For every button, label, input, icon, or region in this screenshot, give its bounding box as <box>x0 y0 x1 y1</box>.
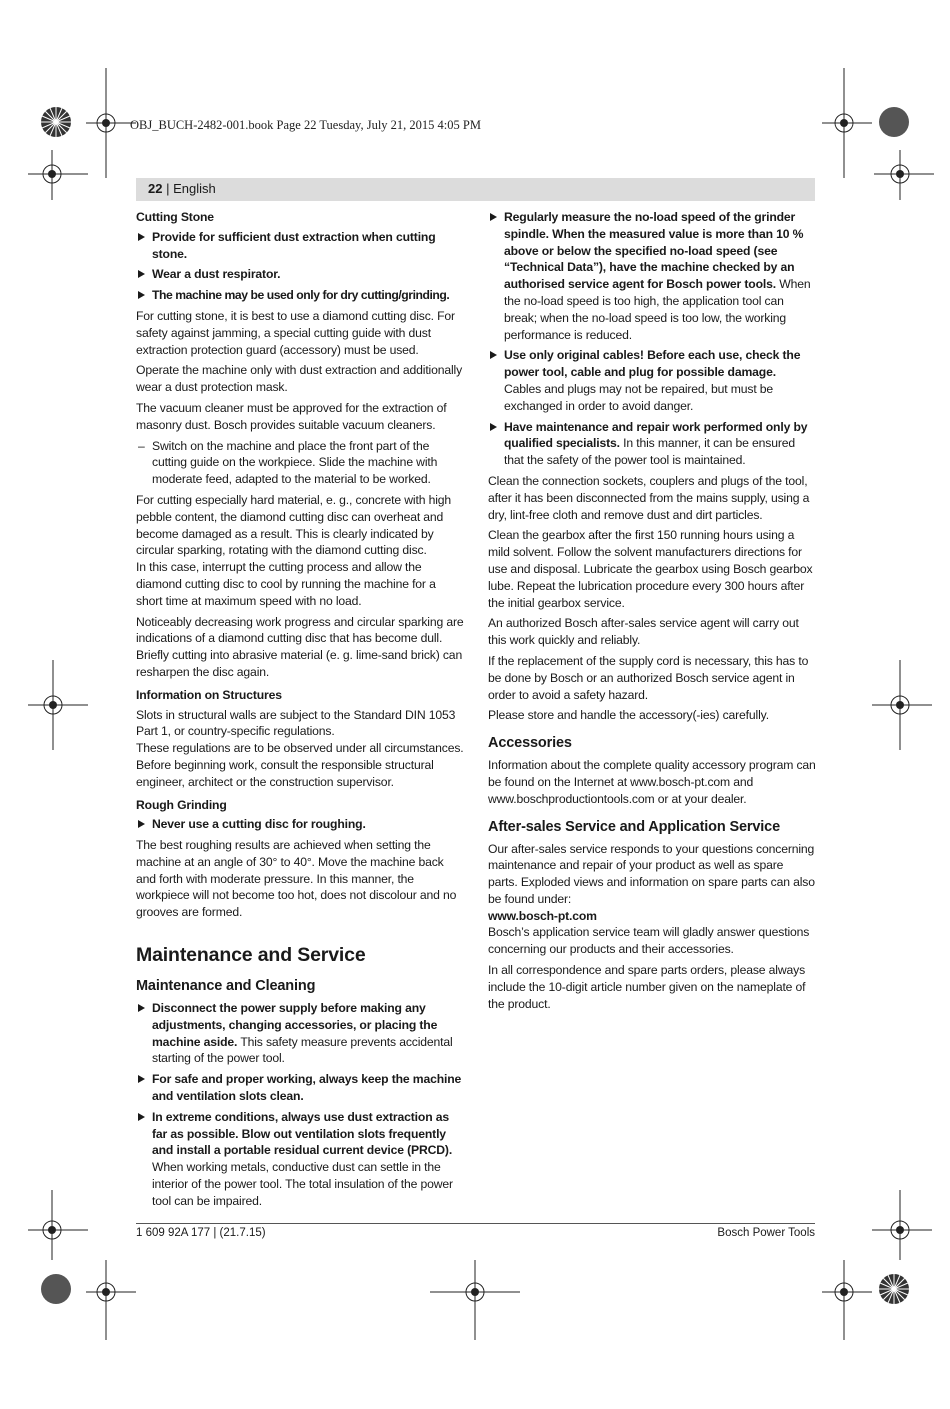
paragraph: Operate the machine only with dust extraction and additionally wear a dust protection mask. <box>136 363 463 395</box>
paragraph: Clean the connection sockets, couplers and plugs of the tool, after it has been disconnected from the mains supply, using a dry, lint-free cloth and remove dust and dirt particles. <box>488 473 810 522</box>
paragraph: Please store and handle the accessory(-ies) carefully. <box>488 708 769 723</box>
header-language: English <box>173 181 216 196</box>
paragraph: Our after-sales service responds to your questions concerning maintenance and repair of your product as well as spare parts. Exploded views and information on spare parts can also be found under: <box>488 841 815 906</box>
crosshair-mark-mid-left <box>28 660 88 750</box>
heading-cutting-stone: Cutting Stone <box>136 210 214 224</box>
crosshair-mark-bottom-side-right <box>872 1190 932 1260</box>
crosshair-mark-top-left <box>86 68 136 178</box>
registration-mark-top-right <box>876 100 912 144</box>
footer-rule <box>136 1223 815 1224</box>
heading-after-sales: After-sales Service and Application Service <box>488 818 780 835</box>
paragraph: In all correspondence and spare parts orders, please always include the 10-digit article number given on the nameplate of the product. <box>488 963 806 1011</box>
bullet-item: Use only original cables! Before each use, check the power tool, cable and plug for possible damage. Cables and plugs may not be repaired, but must be exchanged in order to avoid danger. <box>488 347 816 414</box>
heading-rough-grinding: Rough Grinding <box>136 797 227 812</box>
footer-brand: Bosch Power Tools <box>717 1227 815 1239</box>
bullet-item: Provide for sufficient dust extraction when cutting stone. <box>136 229 464 263</box>
bullet-item: Disconnect the power supply before making any adjustments, changing accessories, or placing the machine aside. This safety measure prevents accidental starting of the power tool. <box>136 1000 464 1067</box>
paragraph: In this case, interrupt the cutting process and allow the diamond cutting disc to cool by running the machine for a short time at maximum speed with no load. <box>136 560 436 608</box>
bullet-item: Never use a cutting disc for roughing. <box>136 816 464 833</box>
header-separator: | <box>162 181 174 196</box>
crosshair-mark-bottom-side-left <box>28 1190 88 1260</box>
paragraph: Noticeably decreasing work progress and circular sparking are indications of a diamond cutting disc that has become dull. Briefly cutting into abrasive material (e. g. lime-sand brick) can resharpen the disc again. <box>136 614 464 679</box>
paragraph: The best roughing results are achieved when setting the machine at an angle of 30° to 40°. Move the machine back and forth with moderate pressure. In this manner, the workpiece will not become too hot, does not discolour and no grooves are formed. <box>136 838 457 920</box>
bullet-item: Have maintenance and repair work performed only by qualified specialists. In this manner, it can be ensured that the safety of the power tool is maintained. <box>488 419 816 469</box>
heading-accessories: Accessories <box>488 735 572 752</box>
crosshair-mark-bottom-left <box>86 1260 136 1340</box>
bullet-item: For safe and proper working, always keep the machine and ventilation slots clean. <box>136 1071 464 1105</box>
crosshair-mark-bottom-right <box>822 1260 872 1340</box>
paragraph: If the replacement of the supply cord is necessary, this has to be done by Bosch or an authorized Bosch service agent in order to avoid a safety hazard. <box>488 653 809 702</box>
bullet-item: Regularly measure the no-load speed of the grinder spindle. When the measured value is more than 10 % above or below the specified no-load speed (see “Technical Data”), have the machine checked by an authorised service agent for Bosch power tools. When the no-load speed is too high, the application tool can break; when the no-load speed is too low, the working performance is reduced. <box>488 209 816 343</box>
bullet-item: Wear a dust respirator. <box>136 266 464 283</box>
paragraph: Clean the gearbox after the first 150 running hours using a mild solvent. Follow the solvent manufacturers directions for use and disposal. Lubricate the gearbox using Bosch gearbox lube. Repeat the lubrication procedure every 300 hours after the initial gearbox service. <box>488 528 813 610</box>
service-url: www.bosch-pt.com <box>488 908 597 923</box>
subsection-title-cleaning: Maintenance and Cleaning <box>136 978 316 995</box>
crosshair-mark-side-left <box>28 150 88 200</box>
paragraph: For cutting stone, it is best to use a diamond cutting disc. For safety against jamming, a special cutting guide with dust extraction protection guard (accessory) must be used. <box>136 308 455 357</box>
dash-item: – Switch on the machine and place the front part of the cutting guide on the workpiece. Slide the machine with moderate feed, adapted to the material to be worked. <box>136 438 464 488</box>
crosshair-mark-top-right <box>822 68 872 178</box>
paragraph: An authorized Bosch after-sales service agent will carry out this work quickly and reliably. <box>488 616 799 648</box>
paragraph: Bosch’s application service team will gladly answer questions concerning our products and their accessories. <box>488 925 810 957</box>
print-slug: OBJ_BUCH-2482-001.book Page 22 Tuesday, July 21, 2015 4:05 PM <box>130 118 481 132</box>
paragraph: The vacuum cleaner must be approved for the extraction of masonry dust. Bosch provides suitable vacuum cleaners. <box>136 400 447 432</box>
paragraph: Slots in structural walls are subject to the Standard DIN 1053 Part 1, or country-specific regulations. <box>136 707 456 739</box>
crosshair-mark-bottom-center <box>430 1260 520 1340</box>
registration-mark-top-left <box>38 100 74 144</box>
right-column <box>488 209 816 1016</box>
left-column <box>136 209 464 1214</box>
registration-mark-bottom-right <box>876 1267 912 1311</box>
bullet-item: The machine may be used only for dry cutting/grinding. <box>136 287 464 304</box>
crosshair-mark-mid-right <box>872 660 932 750</box>
crosshair-mark-side-right <box>874 150 934 200</box>
registration-mark-bottom-left <box>38 1267 74 1311</box>
heading-structures: Information on Structures <box>136 687 282 702</box>
paragraph: Information about the complete quality accessory program can be found on the Internet at www.bosch-pt.com and www.boschproductiontools.com or at your dealer. <box>488 758 816 806</box>
footer-document-number: 1 609 92A 177 | (21.7.15) <box>136 1227 266 1239</box>
page-number: 22 <box>148 181 163 196</box>
paragraph: For cutting especially hard material, e. g., concrete with high pebble content, the diamond cutting disc can overheat and become damaged as a result. This is clearly indicated by circular sparking, rotating with the diamond cutting disc. <box>136 492 452 558</box>
section-title-maintenance: Maintenance and Service <box>136 944 366 967</box>
paragraph: These regulations are to be observed under all circumstances. Before beginning work, consult the responsible structural engineer, architect or the construction supervisor. <box>136 741 464 789</box>
page-header <box>136 178 815 201</box>
header-text <box>148 181 216 196</box>
bullet-item: In extreme conditions, always use dust extraction as far as possible. Blow out ventilation slots frequently and install a portable residual current device (PRCD). When working metals, conductive dust can settle in the interior of the power tool. The total insulation of the power tool can be impaired. <box>136 1109 464 1210</box>
